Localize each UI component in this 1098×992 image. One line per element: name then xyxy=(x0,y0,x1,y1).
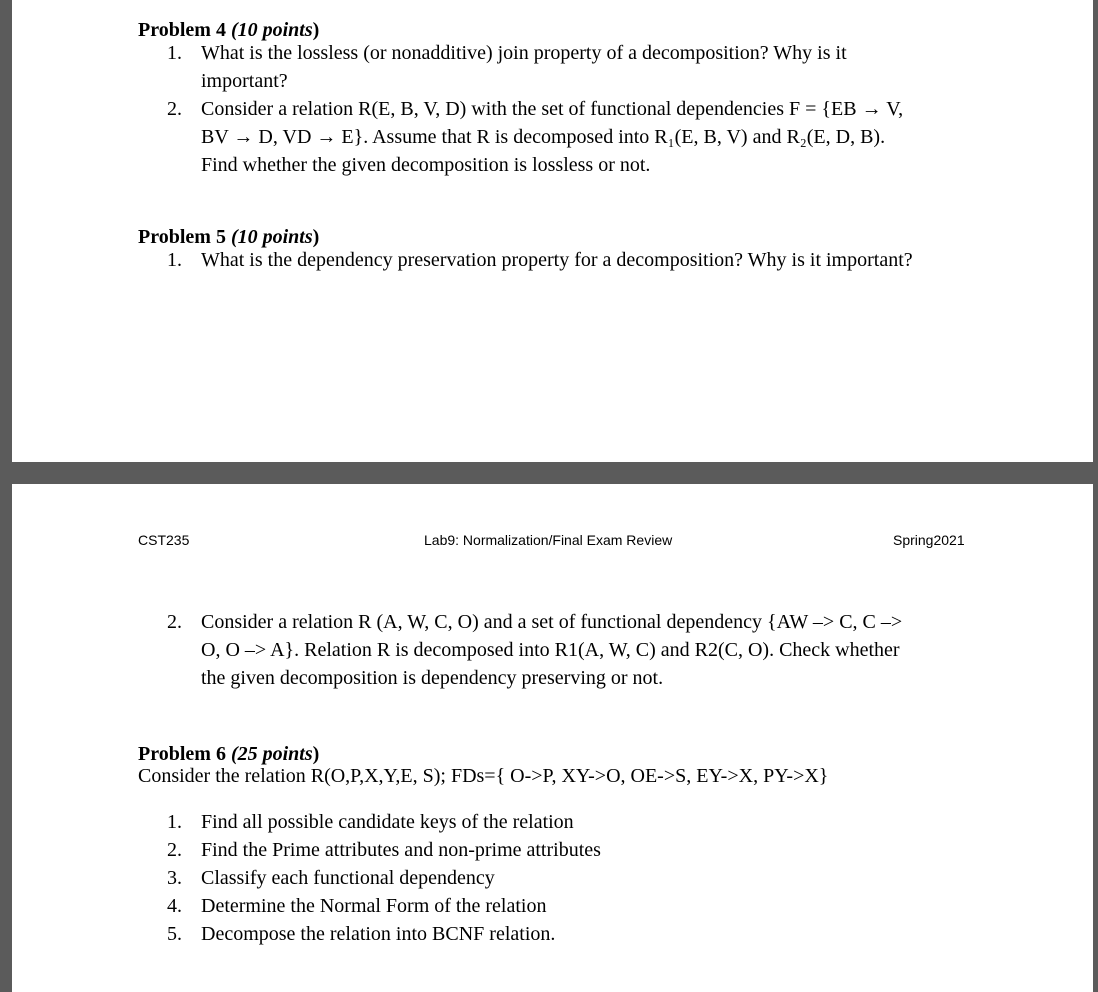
problem6-item4-number: 4. xyxy=(167,895,182,917)
problem5-points: (10 points xyxy=(230,226,313,248)
problem6-close: ) xyxy=(312,743,320,765)
problem4-item1-line2: important? xyxy=(201,70,288,92)
problem5-item2-line2: O, O –> A}. Relation R is decomposed into R1(A, W, C) and R2(C, O). Check whether xyxy=(201,639,900,661)
problem6-points: (25 points xyxy=(230,743,313,765)
header-course: CST235 xyxy=(138,532,190,548)
problem4-close: ) xyxy=(312,19,320,41)
problem6-item2-text: Find the Prime attributes and non-prime attributes xyxy=(201,839,601,861)
problem6-item1-number: 1. xyxy=(167,811,182,833)
problem4-item2-line1: Consider a relation R(E, B, V, D) with the set of functional dependencies F = {EB → V, xyxy=(201,98,904,120)
problem6-item3-text: Classify each functional dependency xyxy=(201,867,495,889)
problem4-item1-line1: What is the lossless (or nonadditive) join property of a decomposition? Why is it xyxy=(201,42,847,64)
problem5-close: ) xyxy=(312,226,320,248)
problem5-title: Problem 5 xyxy=(138,226,231,248)
problem5-item1-line1: What is the dependency preservation property for a decomposition? Why is it important? xyxy=(201,249,913,271)
pdf-page-top xyxy=(12,0,1093,462)
problem5-item2-line3: the given decomposition is dependency preserving or not. xyxy=(201,667,664,689)
problem4-item2-line2: BV → D, VD → E}. Assume that R is decomposed into R₁(E, B, V) and R₂(E, D, B). xyxy=(201,126,886,148)
problem6-item2-number: 2. xyxy=(167,839,182,861)
header-lab-title: Lab9: Normalization/Final Exam Review xyxy=(424,532,673,548)
header-term: Spring2021 xyxy=(893,532,965,548)
problem6-item4-text: Determine the Normal Form of the relation xyxy=(201,895,547,917)
problem6-item1-text: Find all possible candidate keys of the relation xyxy=(201,811,574,833)
problem5-item1-number: 1. xyxy=(167,249,182,271)
problem4-title: Problem 4 xyxy=(138,19,231,41)
problem5-item2-line1: Consider a relation R (A, W, C, O) and a set of functional dependency {AW –> C, C –> xyxy=(201,611,903,633)
problem6-item5-text: Decompose the relation into BCNF relation. xyxy=(201,923,556,945)
problem6-item5-number: 5. xyxy=(167,923,182,945)
problem4-points: (10 points xyxy=(230,19,313,41)
pdf-page-bottom xyxy=(12,484,1093,992)
problem6-title: Problem 6 xyxy=(138,743,231,765)
problem4-item2-line3: Find whether the given decomposition is lossless or not. xyxy=(201,154,651,176)
problem6-item3-number: 3. xyxy=(167,867,182,889)
problem4-item2-number: 2. xyxy=(167,98,182,120)
problem4-item1-number: 1. xyxy=(167,42,182,64)
problem6-intro: Consider the relation R(O,P,X,Y,E, S); FDs={ O->P, XY->O, OE->S, EY->X, PY->X} xyxy=(138,765,829,787)
problem5-item2-number: 2. xyxy=(167,611,182,633)
